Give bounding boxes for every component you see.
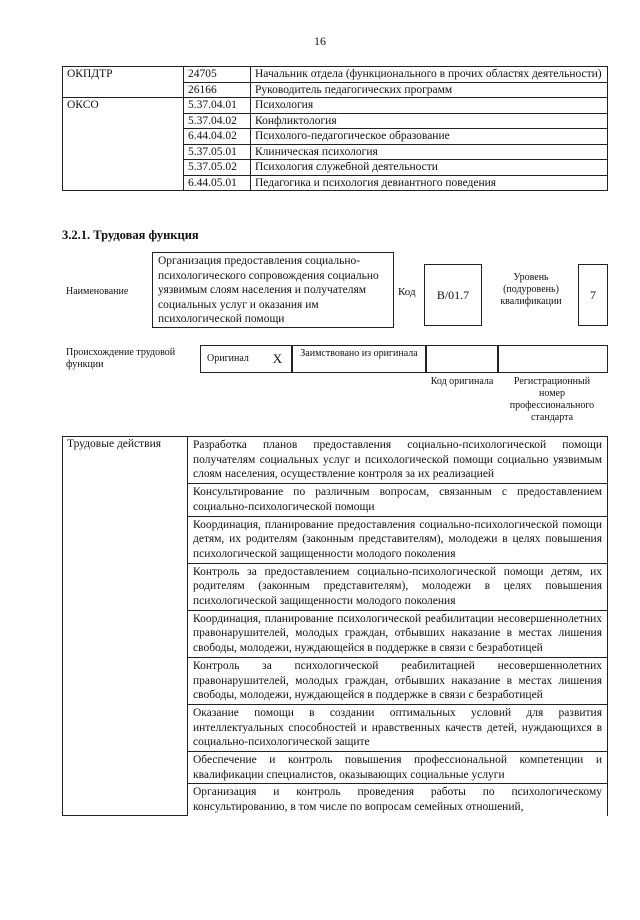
action-item: Контроль за психологической реабилитацией несовершеннолетних правонарушителей, молодых граждан, отбывших наказание в местах лишения свободы, молодежи, нуждающейся в поддержке в связи с безработицей (188, 657, 608, 704)
original-mark: X (264, 345, 292, 373)
labor-actions-label: Трудовые действия (63, 437, 188, 816)
okso-label: ОКСО (63, 98, 184, 191)
classification-table (62, 66, 608, 191)
code-label: Код (398, 286, 416, 298)
okso-code: 6.44.05.01 (184, 175, 251, 191)
okpdtr-label: ОКПДТР (63, 67, 184, 98)
origin-label: Происхождение трудовой функции (66, 347, 176, 370)
reg-number-label: Регистрационный номер профессионального стандарта (509, 376, 595, 423)
code-original-label: Код оригинала (430, 376, 494, 387)
level-value-box: 7 (578, 264, 608, 326)
page-number: 16 (314, 34, 326, 48)
name-label: Наименование (66, 286, 129, 297)
okpdtr-code: 24705 (184, 67, 251, 83)
function-code-box: В/01.7 (424, 264, 482, 326)
okso-code: 5.37.05.02 (184, 160, 251, 176)
okso-name: Конфликтология (251, 113, 608, 129)
labor-actions-table (62, 436, 608, 816)
okso-name: Психология служебной деятельности (251, 160, 608, 176)
table-row (63, 67, 608, 83)
okpdtr-name: Начальник отдела (функционального в прочих областях деятельности) (251, 67, 608, 83)
level-label: Уровень (подуровень) квалификации (500, 272, 562, 307)
action-item: Координация, планирование психологической реабилитации несовершеннолетних правонарушителей, молодых граждан, отбывших наказание в местах лишения свободы, молодежи, нуждающейся в поддержке в связи с безработицей (188, 610, 608, 657)
action-item: Разработка планов предоставления социально-психологической помощи получателям социальных услуг и психологической помощи социально уязвимым слоям населения, осуществление контроля за их реализацией (188, 437, 608, 484)
okso-name: Психология (251, 98, 608, 114)
action-item: Контроль за предоставлением социально-психологической помощи детям, их родителям (законным представителям), молодежи в целях повышения психологической защищенности молодого поколения (188, 563, 608, 610)
borrowed-cell: Заимствовано из оригинала (292, 345, 426, 373)
okpdtr-code: 26166 (184, 82, 251, 98)
table-row (63, 98, 608, 114)
action-item: Консультирование по различным вопросам, связанным с предоставлением социально-психологической помощи (188, 484, 608, 516)
code-original-cell (426, 345, 498, 373)
okso-code: 5.37.04.01 (184, 98, 251, 114)
okso-code: 5.37.04.02 (184, 113, 251, 129)
reg-number-cell (498, 345, 608, 373)
okso-name: Психолого-педагогическое образование (251, 129, 608, 145)
okpdtr-name: Руководитель педагогических программ (251, 82, 608, 98)
okso-code: 6.44.04.02 (184, 129, 251, 145)
action-item: Организация и контроль проведения работы по психологическому консультированию, в том числе по вопросам семейных отношений, (188, 784, 608, 816)
action-item: Координация, планирование предоставления социально-психологической помощи детям, их родителям (законным представителям), молодежи в целях повышения психологической защищенности молодого поколения (188, 516, 608, 563)
action-item: Обеспечение и контроль повышения профессиональной компетенции и квалификации специалистов, оказывающих социальные услуги (188, 752, 608, 784)
okso-name: Педагогика и психология девиантного поведения (251, 175, 608, 191)
section-heading: 3.2.1. Трудовая функция (62, 228, 199, 242)
origin-row (200, 345, 608, 373)
function-name-box: Организация предоставления социально-психологического сопровождения социально уязвимым слоям населения и получателям социальных услуг и оказания им психологической помощи (152, 252, 394, 328)
table-row (63, 437, 608, 484)
original-cell: Оригинал (200, 345, 264, 373)
okso-name: Клиническая психология (251, 144, 608, 160)
action-item: Оказание помощи в создании оптимальных условий для развития интеллектуальных способностей и нравственных качеств детей, нуждающихся в социально-психологической защите (188, 704, 608, 751)
okso-code: 5.37.05.01 (184, 144, 251, 160)
